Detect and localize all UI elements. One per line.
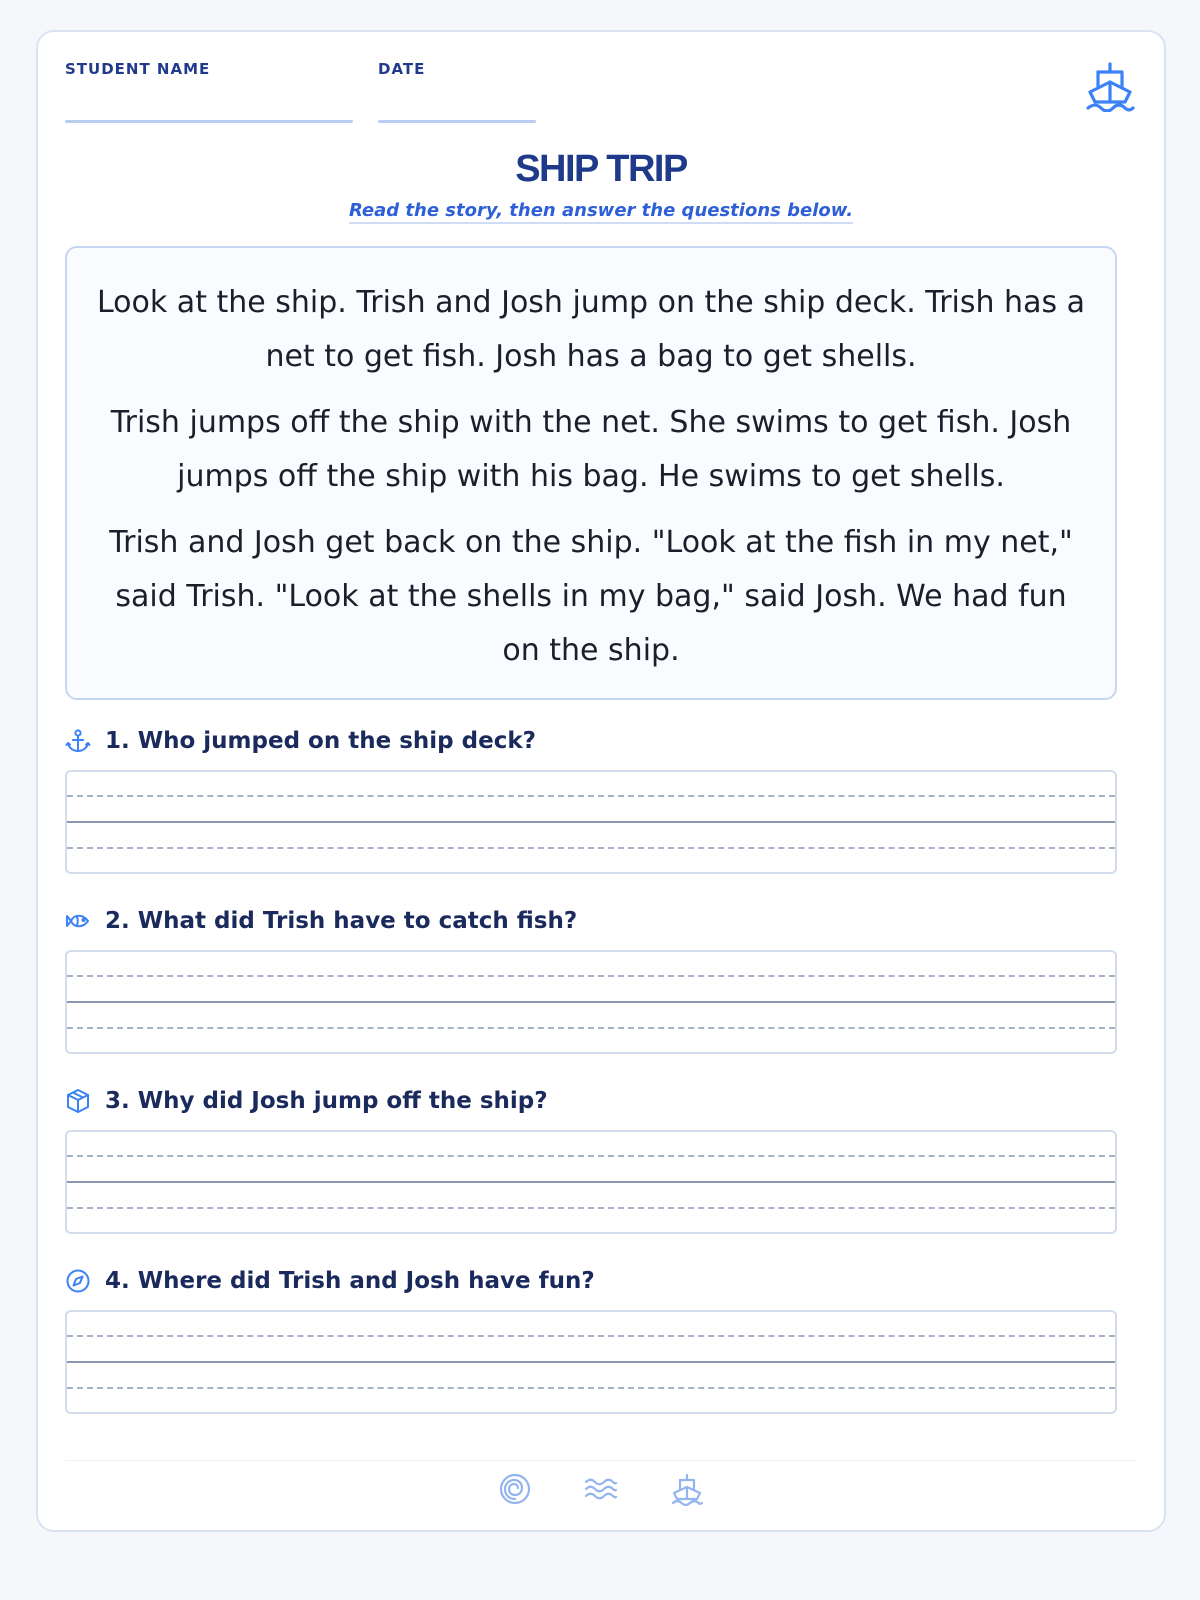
fish-icon xyxy=(65,908,91,934)
instructions xyxy=(38,200,1164,224)
student-name-line[interactable] xyxy=(65,120,353,123)
shell-icon xyxy=(498,1472,532,1506)
instructions-text: Read the story, then answer the questions below. xyxy=(349,200,853,224)
question-text: 2. What did Trish have to catch fish? xyxy=(105,908,578,934)
question-4 xyxy=(65,1266,1117,1414)
ship-icon xyxy=(670,1472,704,1506)
answer-lines[interactable] xyxy=(65,770,1117,874)
package-icon xyxy=(65,1088,91,1114)
date-field xyxy=(378,60,425,78)
answer-lines[interactable] xyxy=(65,950,1117,1054)
story-paragraph: Trish jumps off the ship with the net. She swims to get fish. Josh jumps off the ship with his bag. He swims to get shells. xyxy=(110,405,1072,494)
question-text: 3. Why did Josh jump off the ship? xyxy=(105,1088,548,1114)
date-line[interactable] xyxy=(378,120,536,123)
story-box xyxy=(65,246,1117,700)
date-label: DATE xyxy=(378,60,426,78)
answer-lines[interactable] xyxy=(65,1130,1117,1234)
waves-icon xyxy=(584,1472,618,1506)
answer-lines[interactable] xyxy=(65,1310,1117,1414)
question-text: 1. Who jumped on the ship deck? xyxy=(105,728,536,754)
footer-decoration xyxy=(38,1472,1164,1506)
footer-divider xyxy=(65,1460,1137,1461)
story-paragraph: Look at the ship. Trish and Josh jump on the ship deck. Trish has a net to get fish. Josh has a bag to get shells. xyxy=(97,285,1086,374)
student-name-field xyxy=(65,60,210,78)
story-paragraph: Trish and Josh get back on the ship. "Look at the fish in my net," said Trish. "Look at the shells in my bag," said Josh. We had fun on the ship. xyxy=(109,525,1073,668)
question-2 xyxy=(65,906,1117,1054)
compass-icon xyxy=(65,1268,91,1294)
question-1 xyxy=(65,726,1117,874)
ship-icon xyxy=(1084,60,1136,112)
anchor-icon xyxy=(65,728,91,754)
page-title: SHIP TRIP xyxy=(515,148,687,190)
question-text: 4. Where did Trish and Josh have fun? xyxy=(105,1268,595,1294)
worksheet-card xyxy=(36,30,1166,1532)
question-3 xyxy=(65,1086,1117,1234)
student-name-label: STUDENT NAME xyxy=(65,60,211,78)
